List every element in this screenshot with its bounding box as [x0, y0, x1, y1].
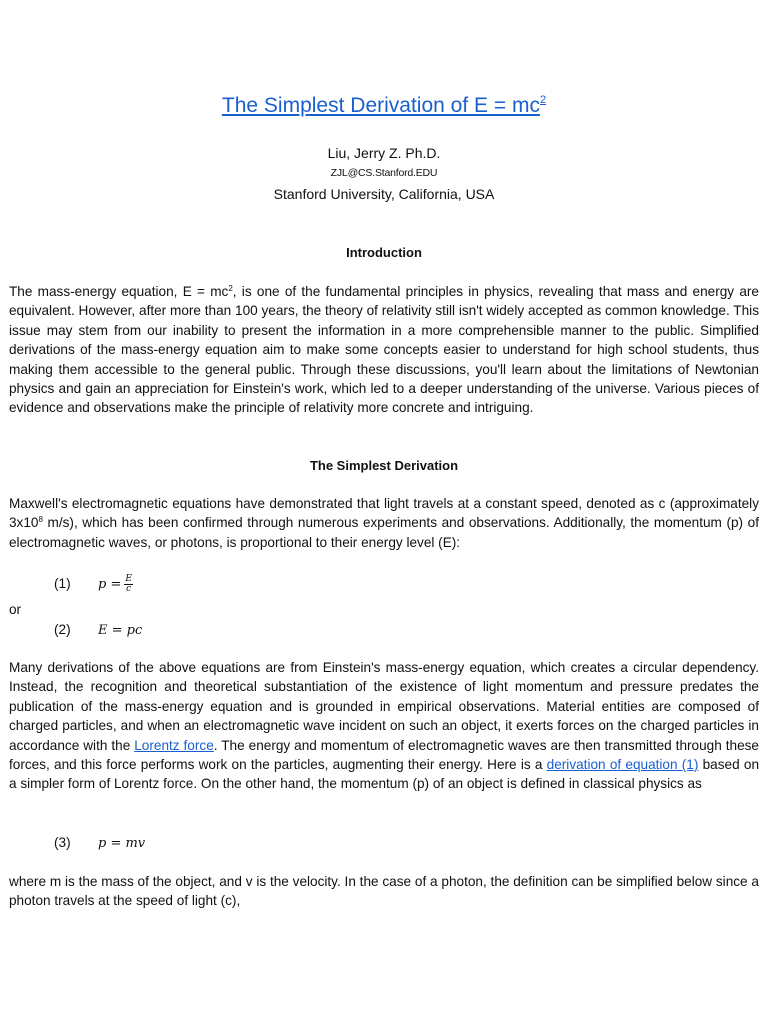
- derivation-equation-link[interactable]: derivation of equation (1): [546, 757, 699, 773]
- fraction-numerator: E: [125, 573, 132, 584]
- introduction-heading: Introduction: [346, 245, 422, 260]
- derivation-paragraph-3: where m is the mass of the object, and v is the velocity. In the case of a photon, the definition can be simplified below since a photon travels at the speed of light (c),: [9, 874, 759, 909]
- derivation-text-b: m/s), which has been confirmed through numerous experiments and observations. Additionally, the momentum (p) of electromagnetic waves, or photons, is proportional to their energy level (E):: [9, 515, 759, 550]
- derivation-paragraph-2: [9, 658, 759, 794]
- derivation-p2-text-a: Many derivations of the above equations are from Einstein's mass-energy equation, which creates a circular dependency. Instead, the recognition and theoretical substantiation of the existence of light momentum and pressure predates the publication of the mass-energy equation and is grounded in empirical observations. Material entities are composed of charged particles, and when an electromagnetic wave incident on such an object, it exerts forces on the charged particles in accordance with the: [9, 660, 759, 753]
- equation-1: [54, 574, 133, 595]
- derivation-p2-text-c: based on a simpler form of Lorentz force. On the other hand, the momentum (p) of an object is defined in classical physics as: [9, 757, 760, 792]
- fraction-denominator: c: [126, 583, 132, 594]
- document-title-link[interactable]: [0, 92, 768, 120]
- derivation-p2-text-b: . The energy and momentum of electromagnetic waves are then transmitted through these forces, and this force performs work on the particles, augmenting their energy. Here is a: [9, 737, 759, 773]
- title-text[interactable]: The Simplest Derivation of E = mc: [221, 94, 540, 117]
- equation-1-lhs: p =: [98, 577, 122, 592]
- equation-2-expression: E = pc: [98, 623, 143, 638]
- or-connector: or: [9, 602, 22, 617]
- intro-superscript: 2: [228, 284, 233, 293]
- equation-1-fraction: [124, 575, 133, 594]
- author-name: Liu, Jerry Z. Ph.D.: [327, 145, 441, 161]
- exponent-superscript: 8: [38, 515, 43, 525]
- title-superscript[interactable]: 2: [539, 94, 547, 106]
- intro-text-b: , is one of the fundamental principles in physics, revealing that mass and energy are equivalent. However, after more than 100 years, the theory of relativity still isn't widely accepted as common knowledge. This issue may stem from our inability to present the information in a more comprehensible manner to the public. Simplified derivations of the mass-energy equation aim to make some concepts easier to understand for high school students, thus making them accessible to the general public. Through these discussions, you'll learn about the limitations of Newtonian physics and gain an appreciation for Einstein's work, which led to a deeper understanding of the universe. Various pieces of evidence and observations make the principle of relativity more concrete and intriguing.: [9, 284, 759, 416]
- equation-2-number: (2): [54, 622, 71, 637]
- introduction-paragraph: [9, 282, 759, 418]
- derivation-text-a: Maxwell's electromagnetic equations have demonstrated that light travels at a constant speed, denoted as c (approximately 3x10: [9, 496, 759, 531]
- equation-2: [54, 620, 142, 641]
- author-affiliation: Stanford University, California, USA: [273, 186, 495, 202]
- lorentz-force-link[interactable]: Lorentz force: [134, 737, 214, 753]
- equation-1-number: (1): [54, 576, 71, 591]
- derivation-paragraph-1: [9, 494, 759, 552]
- equation-3: [54, 833, 145, 854]
- equation-3-number: (3): [54, 835, 71, 850]
- author-email: ZJL@CS.Stanford.EDU: [330, 167, 438, 179]
- equation-3-expression: p = mv: [98, 836, 146, 851]
- derivation-heading: The Simplest Derivation: [309, 458, 459, 473]
- intro-text-a: The mass-energy equation, E = mc: [9, 284, 229, 299]
